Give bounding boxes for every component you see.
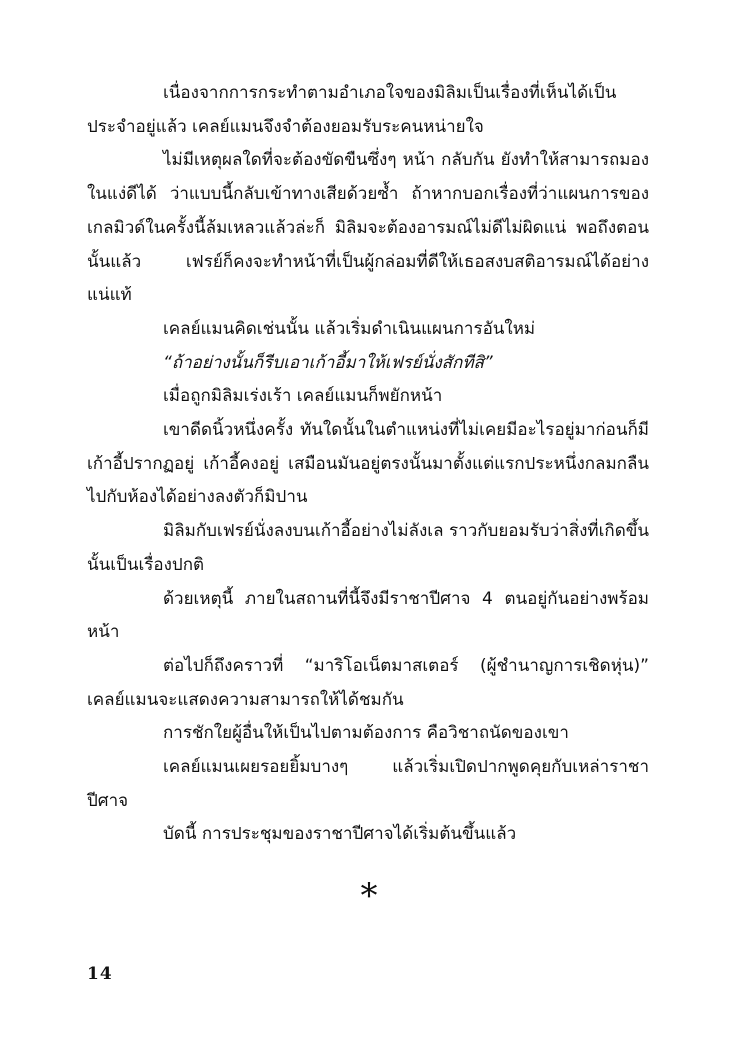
paragraph-2: ไม่มีเหตุผลใดที่จะต้องขัดขืนซึ่งๆ หน้า กลับกัน ยังทำให้สามารถมองในแง่ดีได้ ว่าแบบนี้กลับเข้าทางเสียด้วยซ้ำ ถ้าหากบอกเรื่องที่ว่าแผนการของเกลมิวด์ในครั้งนี้ล้มเหลวแล้วล่ะก็ มิลิมจะต้องอารมณ์ไม่ดีไม่ผิดแน่ พอถึงตอนนั้นแล้ว เฟรย์ก็คงจะทำหน้าที่เป็นผู้กล่อมที่ดีให้เธอสงบสติอารมณ์ได้อย่างแน่แท้ [87,150,649,306]
page-number: 14 [87,964,113,984]
paragraph-11: เคลย์แมนเผยรอยยิ้มบางๆ แล้วเริ่มเปิดปากพูดคุยกับเหล่าราชาปีศาจ [87,757,649,811]
paragraph-3: เคลย์แมนคิดเช่นนั้น แล้วเริ่มดำเนินแผนการอันใหม่ [163,318,536,339]
dialogue-line: “ถ้าอย่างนั้นก็รีบเอาเก้าอี้มาให้เฟรย์นั่งสักทีสิ” [163,352,493,373]
paragraph-1: เนื่องจากการกระทำตามอำเภอใจของมิลิมเป็นเรื่องที่เห็นได้เป็นประจำอยู่แล้ว เคลย์แมนจึงจำต้องยอมรับระคนหน่ายใจ [87,83,617,137]
section-break-asterisk: * [360,876,378,916]
paragraph-8: ด้วยเหตุนี้ ภายในสถานที่นี้จึงมีราชาปีศาจ 4 ตนอยู่กันอย่างพร้อมหน้า [87,588,649,643]
paragraph-10: การชักใยผู้อื่นให้เป็นไปตามต้องการ คือวิชาถนัดของเขา [163,723,569,744]
paragraph-7: มิลิมกับเฟรย์นั่งลงบนเก้าอี้อย่างไม่ลังเล ราวกับยอมรับว่าสิ่งที่เกิดขึ้นนั้นเป็นเรื่องปกติ [87,521,649,575]
paragraph-12: บัดนี้ การประชุมของราชาปีศาจได้เริ่มต้นขึ้นแล้ว [163,824,517,845]
chapter-text [87,77,649,852]
paragraph-9: ต่อไปก็ถึงคราวที่ “มาริโอเน็ตมาสเตอร์ (ผู้ชำนาญการเชิดหุ่น)” เคลย์แมนจะแสดงความสามารถให้ได้ชมกัน [87,655,649,710]
paragraph-5: เมื่อถูกมิลิมเร่งเร้า เคลย์แมนก็พยักหน้า [163,386,443,407]
paragraph-6: เขาดีดนิ้วหนึ่งครั้ง ทันใดนั้นในตำแหน่งที่ไม่เคยมีอะไรอยู่มาก่อนก็มีเก้าอี้ปรากฏอยู่ เก้าอี้คงอยู่ เสมือนมันอยู่ตรงนั้นมาตั้งแต่แรกประหนึ่งกลมกลืนไปกับห้องได้อย่างลงตัวก็มิปาน [87,420,649,508]
